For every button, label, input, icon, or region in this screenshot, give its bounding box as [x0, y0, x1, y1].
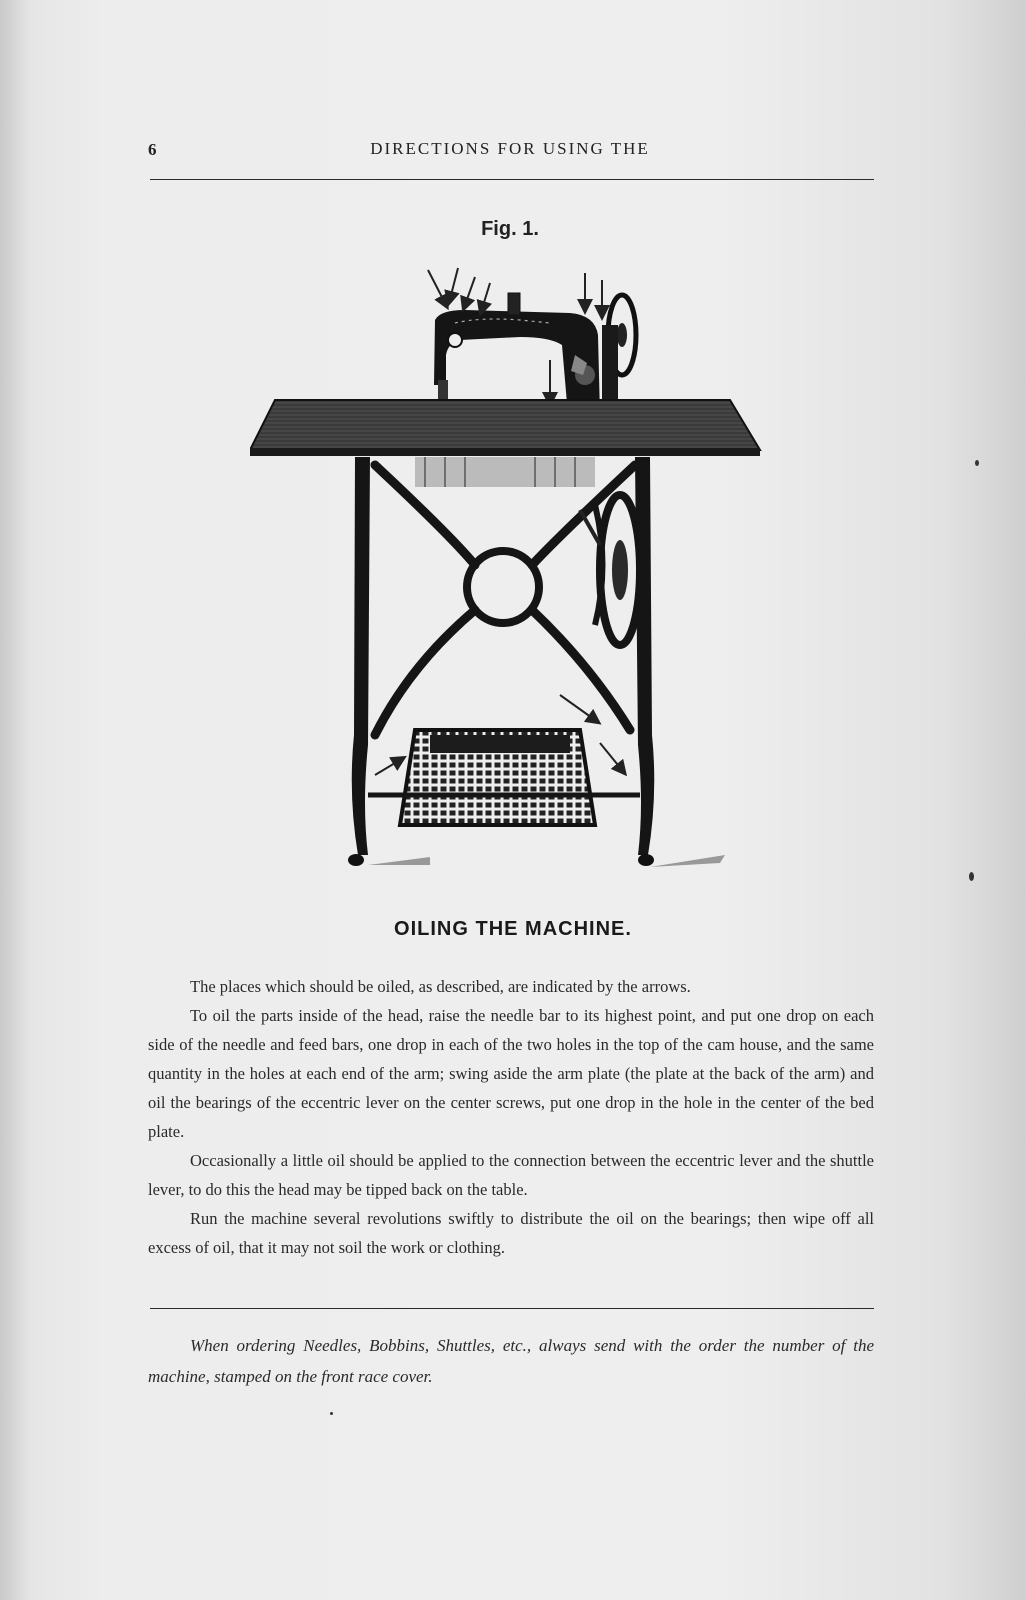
body-text	[148, 972, 874, 1262]
print-speck	[969, 872, 974, 881]
running-title: DIRECTIONS FOR USING THE	[370, 139, 650, 158]
figure-label: Fig. 1.	[481, 218, 539, 240]
print-speck	[975, 460, 979, 466]
ordering-note: When ordering Needles, Bobbins, Shuttles, etc., always send with the order the number of the machine, stamped on the front race cover.	[148, 1336, 874, 1386]
print-speck	[330, 1412, 333, 1415]
paragraph: Run the machine several revolutions swiftly to distribute the oil on the bearings; then wipe off all excess of oil, that it may not soil the work or clothing.	[148, 1209, 874, 1257]
header-rule	[150, 179, 874, 180]
footer-rule	[150, 1308, 874, 1309]
paragraph: To oil the parts inside of the head, raise the needle bar to its highest point, and put one drop on each side of the needle and feed bars, one drop in each of the two holes in the top of the cam house, and the same quantity in the holes at each end of the arm; swing aside the arm plate (the plate at the back of the arm) and oil the bearings of the eccentric lever on the center screws, put one drop in the hole in the center of the bed plate.	[148, 1006, 874, 1141]
paragraph: Occasionally a little oil should be applied to the connection between the eccentric lever and the shuttle lever, to do this the head may be tipped back on the table.	[148, 1151, 874, 1199]
section-title: OILING THE MACHINE.	[394, 918, 632, 940]
sewing-machine-illustration	[250, 265, 780, 890]
paragraph: The places which should be oiled, as described, are indicated by the arrows.	[190, 977, 691, 996]
page-number: 6	[148, 140, 157, 159]
